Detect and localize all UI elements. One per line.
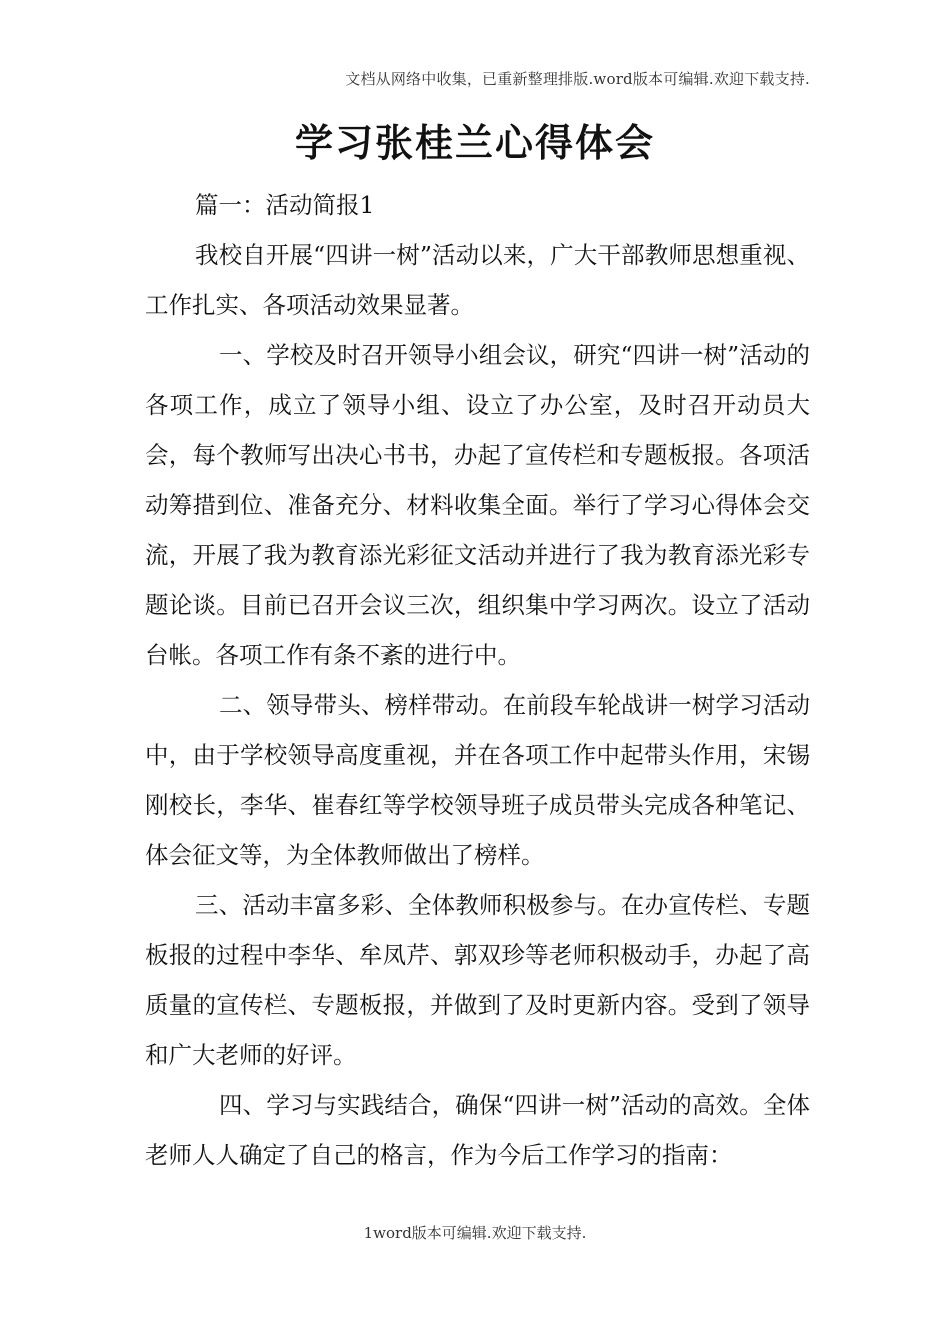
footer-note: 1word版本可编辑.欢迎下载支持. xyxy=(363,1224,587,1242)
paragraph-section-2: 二、领导带头、榜样带动。在前段车轮战讲一树学习活动中，由于学校领导高度重视，并在各项工作中起带头作用，宋锡刚校长，李华、崔春红等学校领导班子成员带头完成各种笔记、体会征文等，为全体教师做出了榜样。 xyxy=(145,691,810,869)
header-note: 文档从网络中收集，已重新整理排版.word版本可编辑.欢迎下载支持. xyxy=(345,70,810,88)
paragraph-section-4: 四、学习与实践结合，确保“四讲一树”活动的高效。全体老师人人确定了自己的格言，作为今后工作学习的指南： xyxy=(145,1091,810,1169)
document-body xyxy=(145,180,810,1180)
paragraph-intro: 我校自开展“四讲一树”活动以来，广大干部教师思想重视、工作扎实、各项活动效果显著。 xyxy=(145,241,810,319)
paragraph-section-1: 一、学校及时召开领导小组会议，研究“四讲一树”活动的各项工作，成立了领导小组、设立了办公室，及时召开动员大会，每个教师写出决心书书，办起了宣传栏和专题板报。各项活动筹措到位、准备充分、材料收集全面。举行了学习心得体会交流，开展了我为教育添光彩征文活动并进行了我为教育添光彩专题论谈。目前已召开会议三次，组织集中学习两次。设立了活动台帐。各项工作有条不紊的进行中。 xyxy=(145,341,810,669)
paragraph-section-3: 三、活动丰富多彩、全体教师积极参与。在办宣传栏、专题板报的过程中李华、牟凤芹、郭双珍等老师积极动手，办起了高质量的宣传栏、专题板报，并做到了及时更新内容。受到了领导和广大老师的好评。 xyxy=(145,891,810,1069)
document-title: 学习张桂兰心得体会 xyxy=(294,121,655,165)
subheading: 篇一：活动简报1 xyxy=(195,191,375,219)
